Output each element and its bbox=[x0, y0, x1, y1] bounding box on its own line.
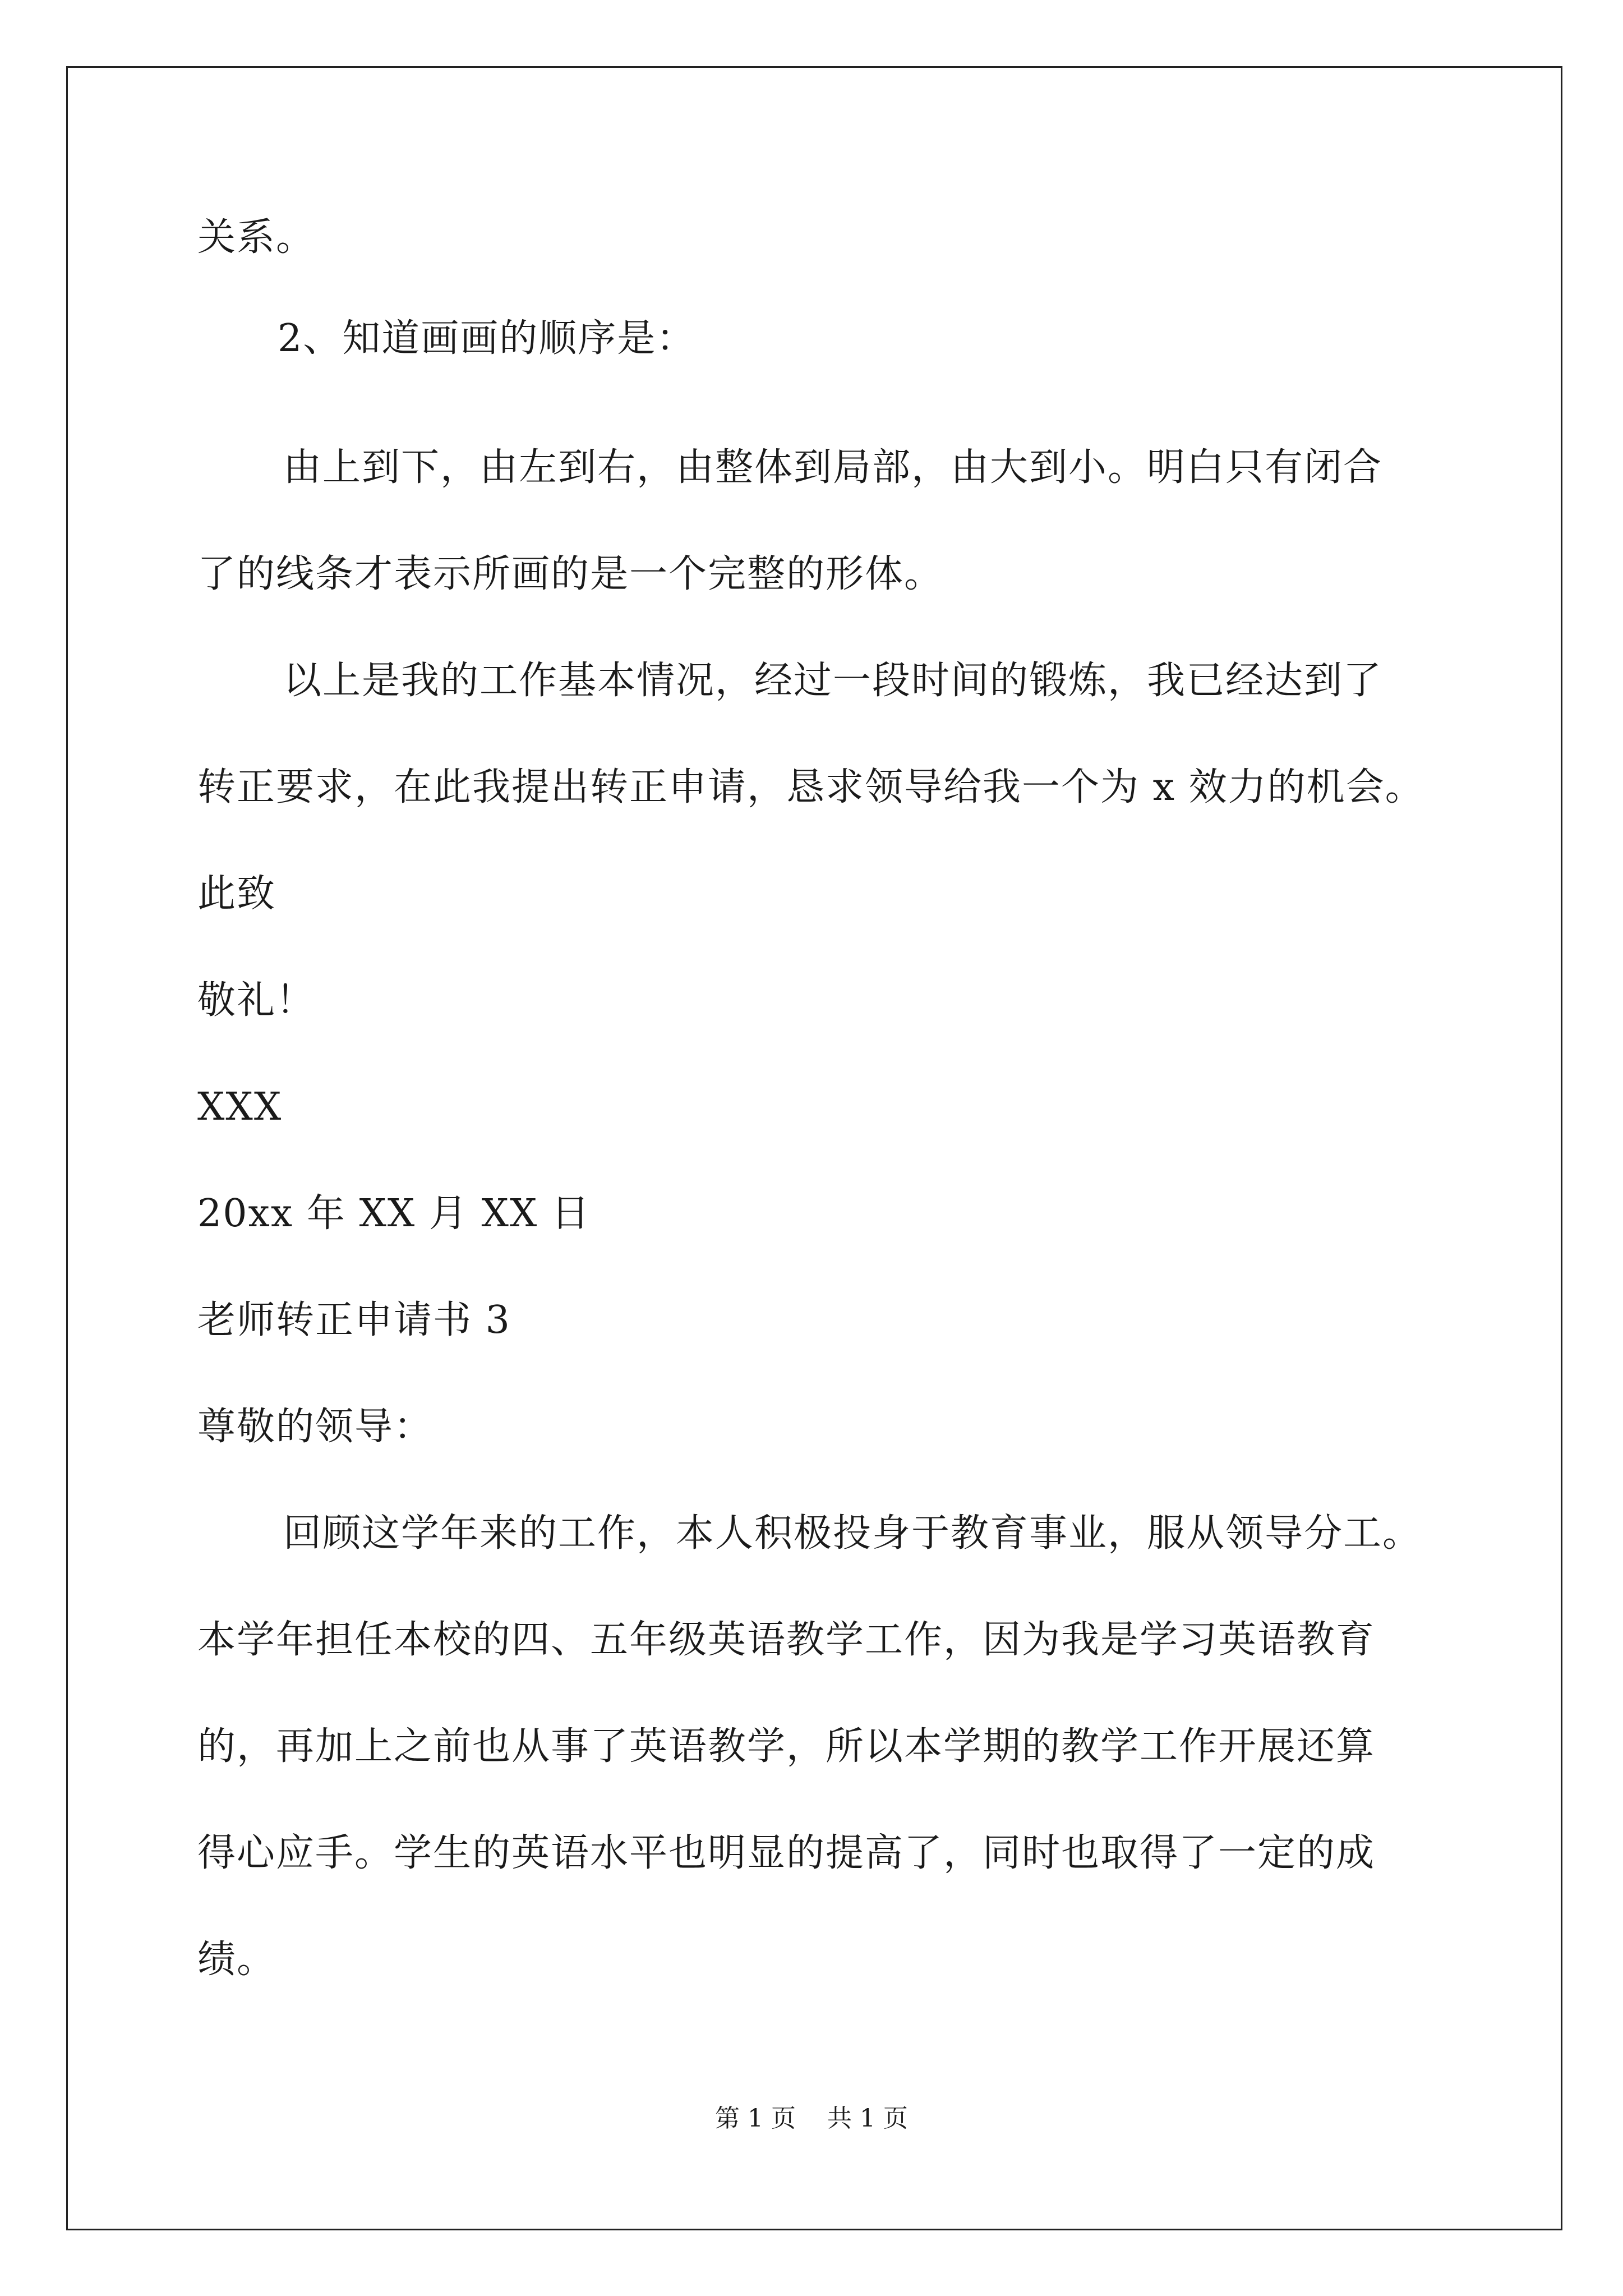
text-line: 老师转正申请书 3 bbox=[197, 1298, 511, 1342]
text-line: 2、知道画画的顺序是： bbox=[278, 316, 696, 361]
text-line: 以上是我的工作基本情况，经过一段时间的锻炼，我已经达到了 bbox=[283, 659, 1383, 703]
text-line: XXX bbox=[197, 1085, 283, 1129]
text-line: 得心应手。学生的英语水平也明显的提高了，同时也取得了一定的成 bbox=[197, 1831, 1376, 1875]
text-line: 由上到下，由左到右，由整体到局部，由大到小。明白只有闭合 bbox=[283, 445, 1383, 490]
page-frame bbox=[66, 66, 1562, 2230]
text-line: 了的线条才表示所画的是一个完整的形体。 bbox=[197, 552, 944, 596]
text-line: 本学年担任本校的四、五年级英语教学工作，因为我是学习英语教育 bbox=[197, 1618, 1376, 1662]
text-line: 敬礼！ bbox=[197, 978, 316, 1023]
page-number-footer: 第 1 页 共 1 页 bbox=[715, 2104, 908, 2133]
text-line: 回顾这学年来的工作，本人积极投身于教育事业，服从领导分工。 bbox=[283, 1511, 1422, 1556]
text-line: 此致 bbox=[197, 872, 276, 916]
text-line: 转正要求，在此我提出转正申请，恳求领导给我一个为 x 效力的机会。 bbox=[197, 765, 1424, 809]
text-line: 关系。 bbox=[197, 215, 316, 260]
text-line: 20xx 年 XX 月 XX 日 bbox=[197, 1191, 591, 1236]
text-line: 的，再加上之前也从事了英语教学，所以本学期的教学工作开展还算 bbox=[197, 1724, 1376, 1769]
text-line: 绩。 bbox=[197, 1938, 276, 1982]
text-line: 尊敬的领导： bbox=[197, 1405, 434, 1449]
